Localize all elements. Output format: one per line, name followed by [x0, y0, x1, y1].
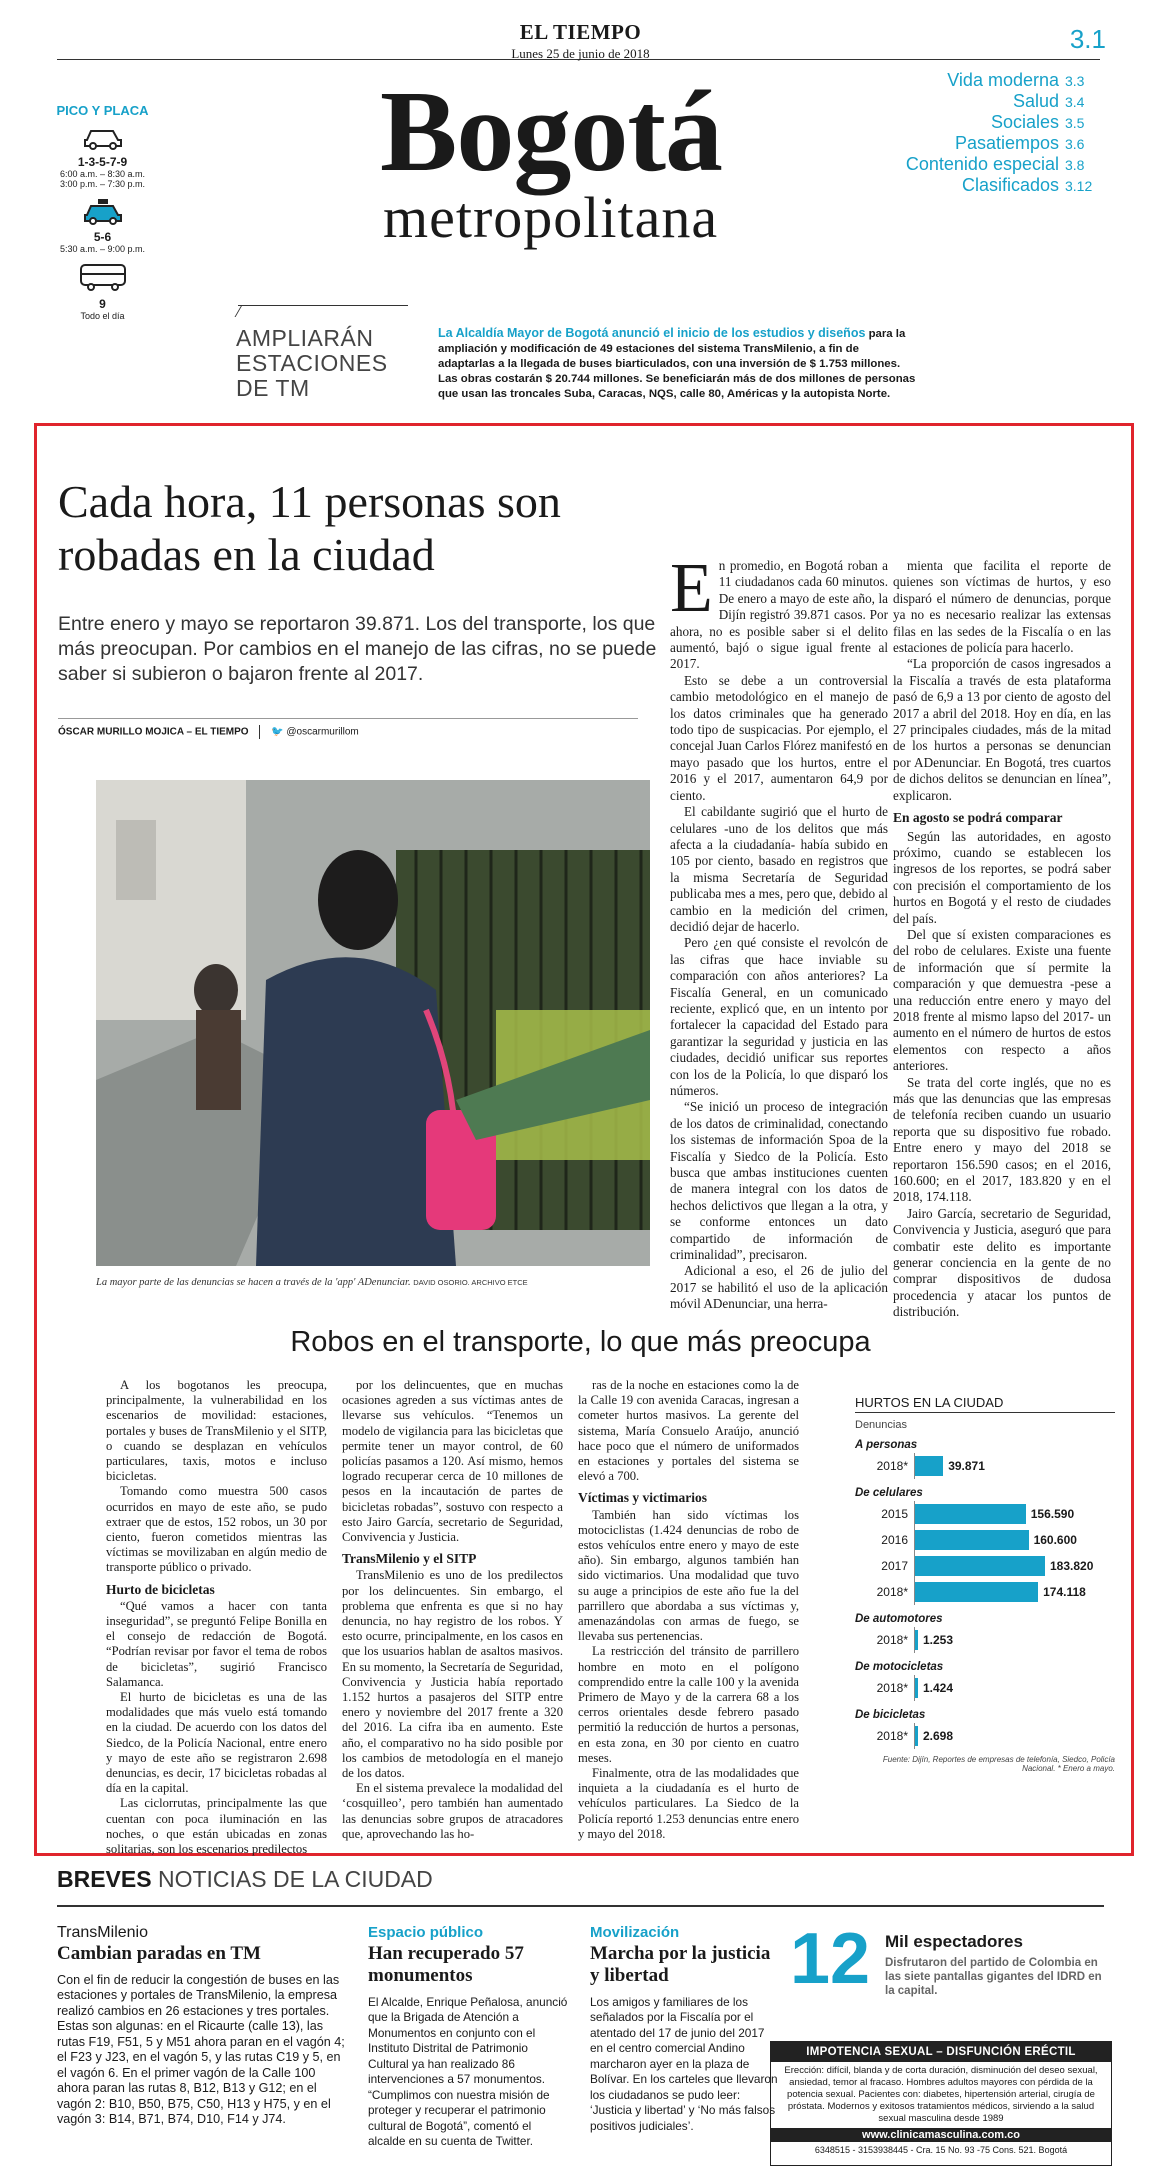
bus-plates: 9 — [99, 297, 106, 311]
chart-bar-value: 156.590 — [1030, 1507, 1075, 1521]
chart-group-label: De motocicletas — [855, 1661, 944, 1673]
breve-kicker: Movilización — [590, 1924, 680, 1941]
section-title: Bogotá — [380, 68, 722, 196]
second-paragraph: En el sistema prevalece la modalidad del ‘cosquilleo’, pero también han aumentado las denuncias sobre grupos de atracadores que, aprovechando las ho- — [342, 1781, 563, 1841]
chart-bar — [915, 1456, 943, 1476]
car-hours-1: 6:00 a.m. – 8:30 a.m. — [59, 169, 146, 179]
main-paragraph: El cabildante sugirió que el hurto de celulares -uno de los delitos que más afecta a la ciudadanía- había subido en 105 por ciento, basado en registros que la misma Secretaría de Seguridad publicaba mes a mes, pero que, debido al cambio en la medición del crimen, decidió dejar de hacerlo. — [670, 804, 888, 934]
car-icon — [81, 124, 125, 150]
second-paragraph: Las ciclorrutas, principalmente las que cuentan con poca iluminación en las noches, o que están ubicadas en zonas solitarias, son los escenarios predilectos — [106, 1796, 327, 1857]
main-subhead: En agosto se podrá comparar — [893, 810, 1063, 826]
breve-item — [590, 1925, 780, 2134]
main-col-1 — [670, 550, 888, 1313]
chart-bar-row — [855, 1627, 1115, 1653]
taxi-plates: 5-6 — [93, 230, 112, 244]
chart-bar-value: 1.424 — [923, 1681, 954, 1695]
breve-body: Los amigos y familiares de los señalados por la Fiscalía por el atentado del 17 de junio del 2017 en el centro comercial Andino marcharon ayer en la plaza de Bolívar. En los carteles que llevaron los ciudadanos se pudo leer: ‘Justicia y libertad’ y ‘No más falsos positivos judiciales’. — [590, 1994, 778, 2133]
chart-bar — [915, 1726, 918, 1746]
bus-icon — [78, 262, 128, 292]
index-page: 3.4 — [1065, 94, 1085, 110]
taxi-icon — [81, 197, 125, 225]
second-paragraph: por los delincuentes, que en muchas ocasiones agreden a sus víctimas antes de llevarse sus vehículos. “Tenemos un modelo de vigilancia para las bicicletas que permite tener un mayor control, de 60 policías pasamos a 120. Así mismo, hemos logrado recuperar cerca de 10 millones de pesos en la incautación de partes de bicicletas robadas”, sostuvo con respecto a esto Jairo García, secretario de Seguridad, Convivencia y Justicia. — [342, 1378, 563, 1545]
chart-bar-row — [855, 1501, 1115, 1527]
byline-twitter: @oscarmurillom — [286, 726, 359, 738]
taxi-hours: 5:30 a.m. – 9:00 p.m. — [59, 244, 146, 254]
second-paragraph: TransMilenio es uno de los predilectos por los delincuentes. Sin embargo, el problema que enfrenta es que si no hay denuncia, no hay registro de los robos. Y esto ocurre, principalmente, en los casos en que los usuarios hablan de asaltos masivos. En su momento, la Secretaría de Seguridad, Convivencia y Justicia había reportado 1.152 hurtos a pasajeros del SITP entre enero y noviembre del 2017 frente a 320 del 2016. La cifra iba en aumento. Este año, el comparativo no ha sido posible por los cambios de metodología en el manejo de los datos. — [342, 1568, 563, 1781]
stat-number: 12 — [790, 1919, 871, 1999]
section-index — [906, 70, 1095, 196]
index-item — [906, 175, 1095, 196]
chart-bar — [915, 1678, 918, 1698]
index-label: Sociales — [990, 112, 1059, 132]
index-page: 3.6 — [1065, 136, 1085, 152]
ad-header: IMPOTENCIA SEXUAL – DISFUNCIÓN ERÉCTIL — [771, 2042, 1111, 2062]
breves-rule — [57, 1905, 1104, 1907]
photo-credit: DAVID OSORIO. ARCHIVO ETCE — [413, 1278, 528, 1287]
main-paragraph: mienta que facilita el reporte de quienes son víctimas de hurtos, y eso disparó el número de denuncias, porque ya no es necesario realizar las extensas filas en las sedes de la Fiscalía o en las estaciones de policía para hacerlo. — [893, 558, 1111, 656]
second-paragraph: A los bogotanos les preocupa, principalmente, la vulnerabilidad en los escenarios de movilidad: estaciones, portales y buses de TransMilenio y el SITP, o cuando se desplazan en vehículos particulares, taxis, motos e incluso bicicletas. — [106, 1378, 327, 1484]
index-item — [906, 70, 1095, 91]
index-item — [906, 91, 1095, 112]
byline-author: ÓSCAR MURILLO MOJICA – EL TIEMPO — [58, 726, 249, 738]
second-paragraph: El hurto de bicicletas es una de las modalidades que más vuelo está tomando en la ciudad. De acuerdo con los datos del Siedco, de la Policía Nacional, entre enero y mayo de este año se registraron 2.698 denuncias, es decir, 17 bicicletas robadas al día en la capital. — [106, 1690, 327, 1796]
ad-box — [770, 2041, 1112, 2166]
chart-bar-value: 183.820 — [1050, 1559, 1094, 1573]
stat-box — [790, 1919, 1115, 2048]
pico-placa-box — [55, 103, 150, 321]
chart-bar — [915, 1582, 1038, 1602]
ad-url: www.clinicamasculina.com.co — [771, 2128, 1111, 2142]
second-paragraph: “Qué vamos a hacer con tanta inseguridad”, se preguntó Felipe Bonilla en el consejo de redacción de Bogotá. “Podrían revisar por favor el tema de robos de bicicletas”, sugirió Francisco Salamanca. — [106, 1598, 327, 1689]
bus-hours: Todo el día — [80, 311, 125, 321]
chart-bar-year: 2018* — [855, 1453, 915, 1479]
second-col-3 — [578, 1378, 799, 1842]
main-paragraph: Jairo García, secretario de Seguridad, Convivencia y Justicia, aseguró que para combatir este delito es importante generar conciencia en la gente de no comprar dispositivos de dudosa procedencia y atacar los puntos de distribución. — [893, 1205, 1111, 1320]
chart-bar-year: 2018* — [855, 1627, 915, 1653]
main-paragraph: n promedio, en Bogotá roban a 11 ciudadanos cada 60 minutos. De enero a mayo de este año, la Dijín registró 39.871 casos. Por ahora, no es posible saber si el delito aumentó, bajó o sigue igual frente al 2017. — [670, 558, 888, 672]
brand-logo: EL TIEMPO — [519, 20, 642, 44]
pico-placa-title: PICO Y PLACA — [56, 103, 149, 118]
issue-date: Lunes 25 de junio de 2018 — [511, 46, 650, 61]
ad-body: Erección: difícil, blanda y de corta duración, disminución del deseo sexual, ansiedad, temor al fracaso. Hombres adultos mayores con pérdida de la potencia sexual. Pacientes con: diabetes, hipertensión arterial, cirugía de próstata. Modernos y exitosos tratamientos médicos, sirviendo a la salud sexual masculina desde 1989 — [784, 2065, 1098, 2124]
car-plates: 1-3-5-7-9 — [77, 155, 128, 169]
chart-bar-value: 1.253 — [923, 1633, 954, 1647]
breves-header — [57, 1866, 433, 1893]
chart-bar — [915, 1530, 1029, 1550]
chart-bar-year: 2015 — [855, 1501, 915, 1527]
main-col-2 — [893, 558, 1111, 1321]
stat-label: Mil espectadores — [885, 1932, 1023, 1951]
second-subhead-1: Hurto de bicicletas — [106, 1581, 215, 1597]
main-paragraph: Se trata del corte inglés, que no es más que las denuncias que las empresas de telefonía reciben cuando un usuario reporta que su dispositivo fue robado. Entre enero y mayo del 2018 se reportaron 156.590 casos; en el 2016, 160.600; en el 2017, 183.820 y en el 2018, 174.118. — [893, 1074, 1111, 1205]
teaser-corner — [235, 305, 254, 317]
chart-bar-year: 2016 — [855, 1527, 915, 1553]
index-page: 3.5 — [1065, 115, 1085, 131]
chart-group-label: De celulares — [855, 1487, 923, 1499]
main-paragraph: Pero ¿en qué consiste el revolcón de las cifras que hace inviable su comparación con años anteriores? La Fiscalía General, en un comunicado reciente, explicó que, en un intento por fortalecer la capacidad del Estado para garantizar la seguridad y justicia en las ciudades, decidió unificar sus reportes con los de la Policía, lo que disparó los números. — [670, 935, 888, 1098]
photo-caption — [96, 1277, 656, 1288]
second-paragraph: Finalmente, otra de las modalidades que inquieta a la ciudadanía es el hurto de vehículos particulares. La Siedco de la Policía reportó 1.253 denuncias entre enero y mayo del 2018. — [578, 1766, 799, 1841]
breve-kicker: Espacio público — [368, 1924, 484, 1941]
teaser-text — [438, 326, 918, 402]
main-paragraph: Esto se debe a un controversial cambio metodológico en el manejo de los datos criminales que ha generado todo tipo de suspicacias. Por ejemplo, el concejal Juan Carlos Flórez manifestó en mayo pasado que los hurtos, entre el 2016 y el 2017, aumentaron 64,9 por ciento. — [670, 672, 888, 803]
ad-contact: 6348515 - 3153938445 - Cra. 15 No. 93 -75 Cons. 521. Bogotá — [814, 2145, 1068, 2155]
chart-source: Fuente: Dijín, Reportes de empresas de telefonía, Siedco, Policía Nacional. * Enero a mayo. — [882, 1755, 1115, 1773]
chart-bar-row — [855, 1579, 1115, 1605]
page-number: 3.1 — [1069, 24, 1106, 54]
second-subhead-3: Víctimas y victimarios — [578, 1490, 707, 1506]
hurtos-chart — [855, 1395, 1115, 1773]
photo-caption-text: La mayor parte de las denuncias se hacen a través de la 'app' ADenunciar. — [96, 1277, 411, 1288]
chart-group-label: De automotores — [855, 1613, 943, 1625]
car-hours-2: 3:00 p.m. – 7:30 p.m. — [59, 179, 146, 189]
breve-kicker: TransMilenio — [57, 1924, 148, 1941]
index-page: 3.3 — [1065, 73, 1085, 89]
byline — [58, 725, 359, 739]
chart-bar-year: 2018* — [855, 1579, 915, 1605]
teaser-rule — [238, 305, 408, 306]
section-subtitle: metropolitana — [383, 185, 719, 250]
second-paragraph: Tomando como muestra 500 casos ocurridos en mayo de este año, se pudo extraer que de estos, 152 robos, un 30 por ciento, fueron cometidos mientras las víctimas se movilizaban en algún medio de transporte público o privado. — [106, 1484, 327, 1575]
second-headline: Robos en el transporte, lo que más preocupa — [290, 1326, 871, 1358]
chart-bar — [915, 1556, 1045, 1576]
second-col-1 — [106, 1378, 327, 1857]
breve-body: Con el fin de reducir la congestión de buses en las estaciones y portales de TransMilenio, la empresa realizó cambios en 26 estaciones y tres portales. Estas son algunas: en el Ricaurte (calle 13), las rutas F19, F51, 5 y M51 ahora paran en el vagón 4; el F23 y J23, en el vagón 5, y las rutas C19 y 5, en el vagón 6. En el primer vagón de la Calle 100 ahora paran las rutas 8, B12, B13 y G12; en el vagón 2: B10, B50, B75, C50, H13 y H75, y en el vagón 3: B14, B71, B74, D10, F14 y J74. — [57, 1972, 345, 2126]
main-paragraph: “Se inició un proceso de integración de los datos de criminalidad, conectando los sistemas de información Spoa de la Fiscalía y Siedco de la Policía. Esto busca que ambas instituciones cuenten de manera integral con los datos de hechos delictivos que llegan a la otra, y se conforme entonces un dato compartido de información de criminalidad”, precisaron. — [670, 1099, 888, 1263]
chart-bar — [915, 1630, 918, 1650]
index-label: Vida moderna — [947, 70, 1059, 90]
chart-bar-year: 2018* — [855, 1723, 915, 1749]
second-subhead-2: TransMilenio y el SITP — [342, 1551, 477, 1567]
breve-title: Marcha por la justicia y libertad — [590, 1942, 771, 1986]
chart-bar-row — [855, 1675, 1115, 1701]
second-paragraph: La restricción del tránsito de parrillero hombre en moto en el polígono comprendido entre la calle 100 y la avenida Primero de Mayo y de la carrera 68 a los cerros orientales desde febrero pasado permitió la reducción de hurtos a personas, en esta zona, en 30 por ciento en cuatro meses. — [578, 1644, 799, 1765]
teaser-body: para la ampliación y modificación de 49 estaciones del sistema TransMilenio, a fin de adaptarlas a la llegada de buses biarticulados, con una inversión de $ 1.753 millones. Las obras costarán $ 20.744 millones. Se beneficiarán más de dos millones de personas que usan las troncales Suba, Caracas, NQS, calle 80, Américas y la autopista Norte. — [438, 328, 916, 400]
main-paragraph: Según las autoridades, en agosto próximo, cuando se establecen los ingresos de los reportes, se podrá saber con precisión el comportamiento de los hurtos en Bogotá y el resto de ciudades del país. — [893, 828, 1111, 926]
index-label: Contenido especial — [905, 154, 1059, 174]
chart-bar-row — [855, 1553, 1115, 1579]
chart-bar — [915, 1504, 1026, 1524]
breves-title-light: NOTICIAS DE LA CIUDAD — [157, 1866, 433, 1892]
chart-bar-year: 2017 — [855, 1553, 915, 1579]
dropcap: E — [670, 550, 713, 627]
chart-title: HURTOS EN LA CIUDAD — [855, 1395, 1115, 1413]
breve-item — [368, 1925, 568, 2150]
chart-bar-year: 2018* — [855, 1675, 915, 1701]
chart-bar-row — [855, 1527, 1115, 1553]
second-paragraph: También han sido víctimas los motociclistas (1.424 denuncias de robo de estos vehículos entre enero y mayo de este año). Sin embargo, algunos también han sido victimarios. Una modalidad que tuvo su auge a principios de este año fue la del parrillero que abordaba a sus víctimas y, amenazándolas con armas de fuego, se llevaba sus pertenencias. — [578, 1507, 799, 1644]
main-paragraph: Del que sí existen comparaciones es del robo de celulares. Existe una fuente de información que sí permite la comparación y que demuestra -pese a una reducción entre enero y mayo del 2018 frente al mismo lapso del 2017- un aumento en el número de hurtos de estos elementos con respecto a años anteriores. — [893, 926, 1111, 1074]
main-headline: Cada hora, 11 personas son robadas en la ciudad — [58, 476, 561, 580]
index-label: Clasificados — [961, 175, 1059, 195]
twitter-icon: 🐦 — [271, 726, 284, 738]
main-deck: Entre enero y mayo se reportaron 39.871. Los del transporte, los que más preocupan. Por cambios en el manejo de las cifras, no se puede saber si subieron o bajaron frente al 2017. — [58, 613, 657, 685]
street-scene — [96, 780, 650, 1266]
breve-title: Cambian paradas en TM — [57, 1942, 261, 1964]
main-photo — [96, 780, 650, 1266]
breve-title: Han recuperado 57 monumentos — [368, 1942, 524, 1986]
chart-bar-row — [855, 1723, 1115, 1749]
index-label: Pasatiempos — [954, 133, 1059, 153]
chart-bar-row — [855, 1453, 1115, 1479]
chart-group-label: A personas — [855, 1439, 918, 1451]
second-paragraph: ras de la noche en estaciones como la de la Calle 19 con avenida Caracas, ingresan a cometer hurtos masivos. La gerente del sistema, María Consuelo Araújo, anunció hace poco que el número de uniformados en estaciones y portales del sistema se elevó a 700. — [578, 1378, 799, 1484]
chart-subtitle: Denuncias — [855, 1419, 907, 1431]
second-col-2 — [342, 1378, 563, 1842]
chart-group-label: De bicicletas — [855, 1709, 926, 1721]
chart-bar-value: 160.600 — [1033, 1533, 1077, 1547]
breves-title-bold: BREVES — [57, 1866, 152, 1892]
stat-desc: Disfrutaron del partido de Colombia en las siete pantallas gigantes del IDRD en la capital. — [885, 1957, 1102, 1997]
chart-bar-value: 2.698 — [923, 1729, 954, 1743]
teaser-lead: La Alcaldía Mayor de Bogotá anunció el inicio de los estudios y diseños — [438, 326, 866, 340]
chart-bar-value: 174.118 — [1043, 1585, 1086, 1599]
index-item — [906, 133, 1095, 154]
main-paragraph: “La proporción de casos ingresados a la Fiscalía a través de esta plataforma pasó de 6,9 a 13 por ciento de agosto del 2017 a abril del 2018. Hoy en día, en las 27 principales ciudades, más de la mitad de los hurtos a personas se denuncian por ADenunciar. En Bogotá, tres cuartos de dichos delitos se denuncian en línea”, explicaron. — [893, 656, 1111, 803]
breve-item — [57, 1925, 347, 2128]
teaser-title: AMPLIARÁN ESTACIONES DE TM — [236, 325, 388, 401]
index-label: Salud — [1012, 91, 1059, 111]
main-paragraph: Adicional a eso, el 26 de julio del 2017 se habilitó el uso de la aplicación móvil ADenunciar, una herra- — [670, 1263, 888, 1312]
index-page: 3.12 — [1065, 178, 1093, 194]
index-page: 3.8 — [1065, 157, 1085, 173]
index-item — [906, 154, 1095, 175]
index-item — [906, 112, 1095, 133]
breve-body: El Alcalde, Enrique Peñalosa, anunció que la Brigada de Atención a Monumentos en conjunto con el Instituto Distrital de Patrimonio Cultural ya han realizado 86 intervenciones a 57 monumentos. “Cumplimos con nuestra misión de proteger y recuperar el patrimonio cultural de Bogotá”, comentó el alcalde en su cuenta de Twitter. — [368, 1994, 568, 2148]
chart-bar-value: 39.871 — [948, 1459, 985, 1473]
byline-rule — [58, 718, 638, 719]
